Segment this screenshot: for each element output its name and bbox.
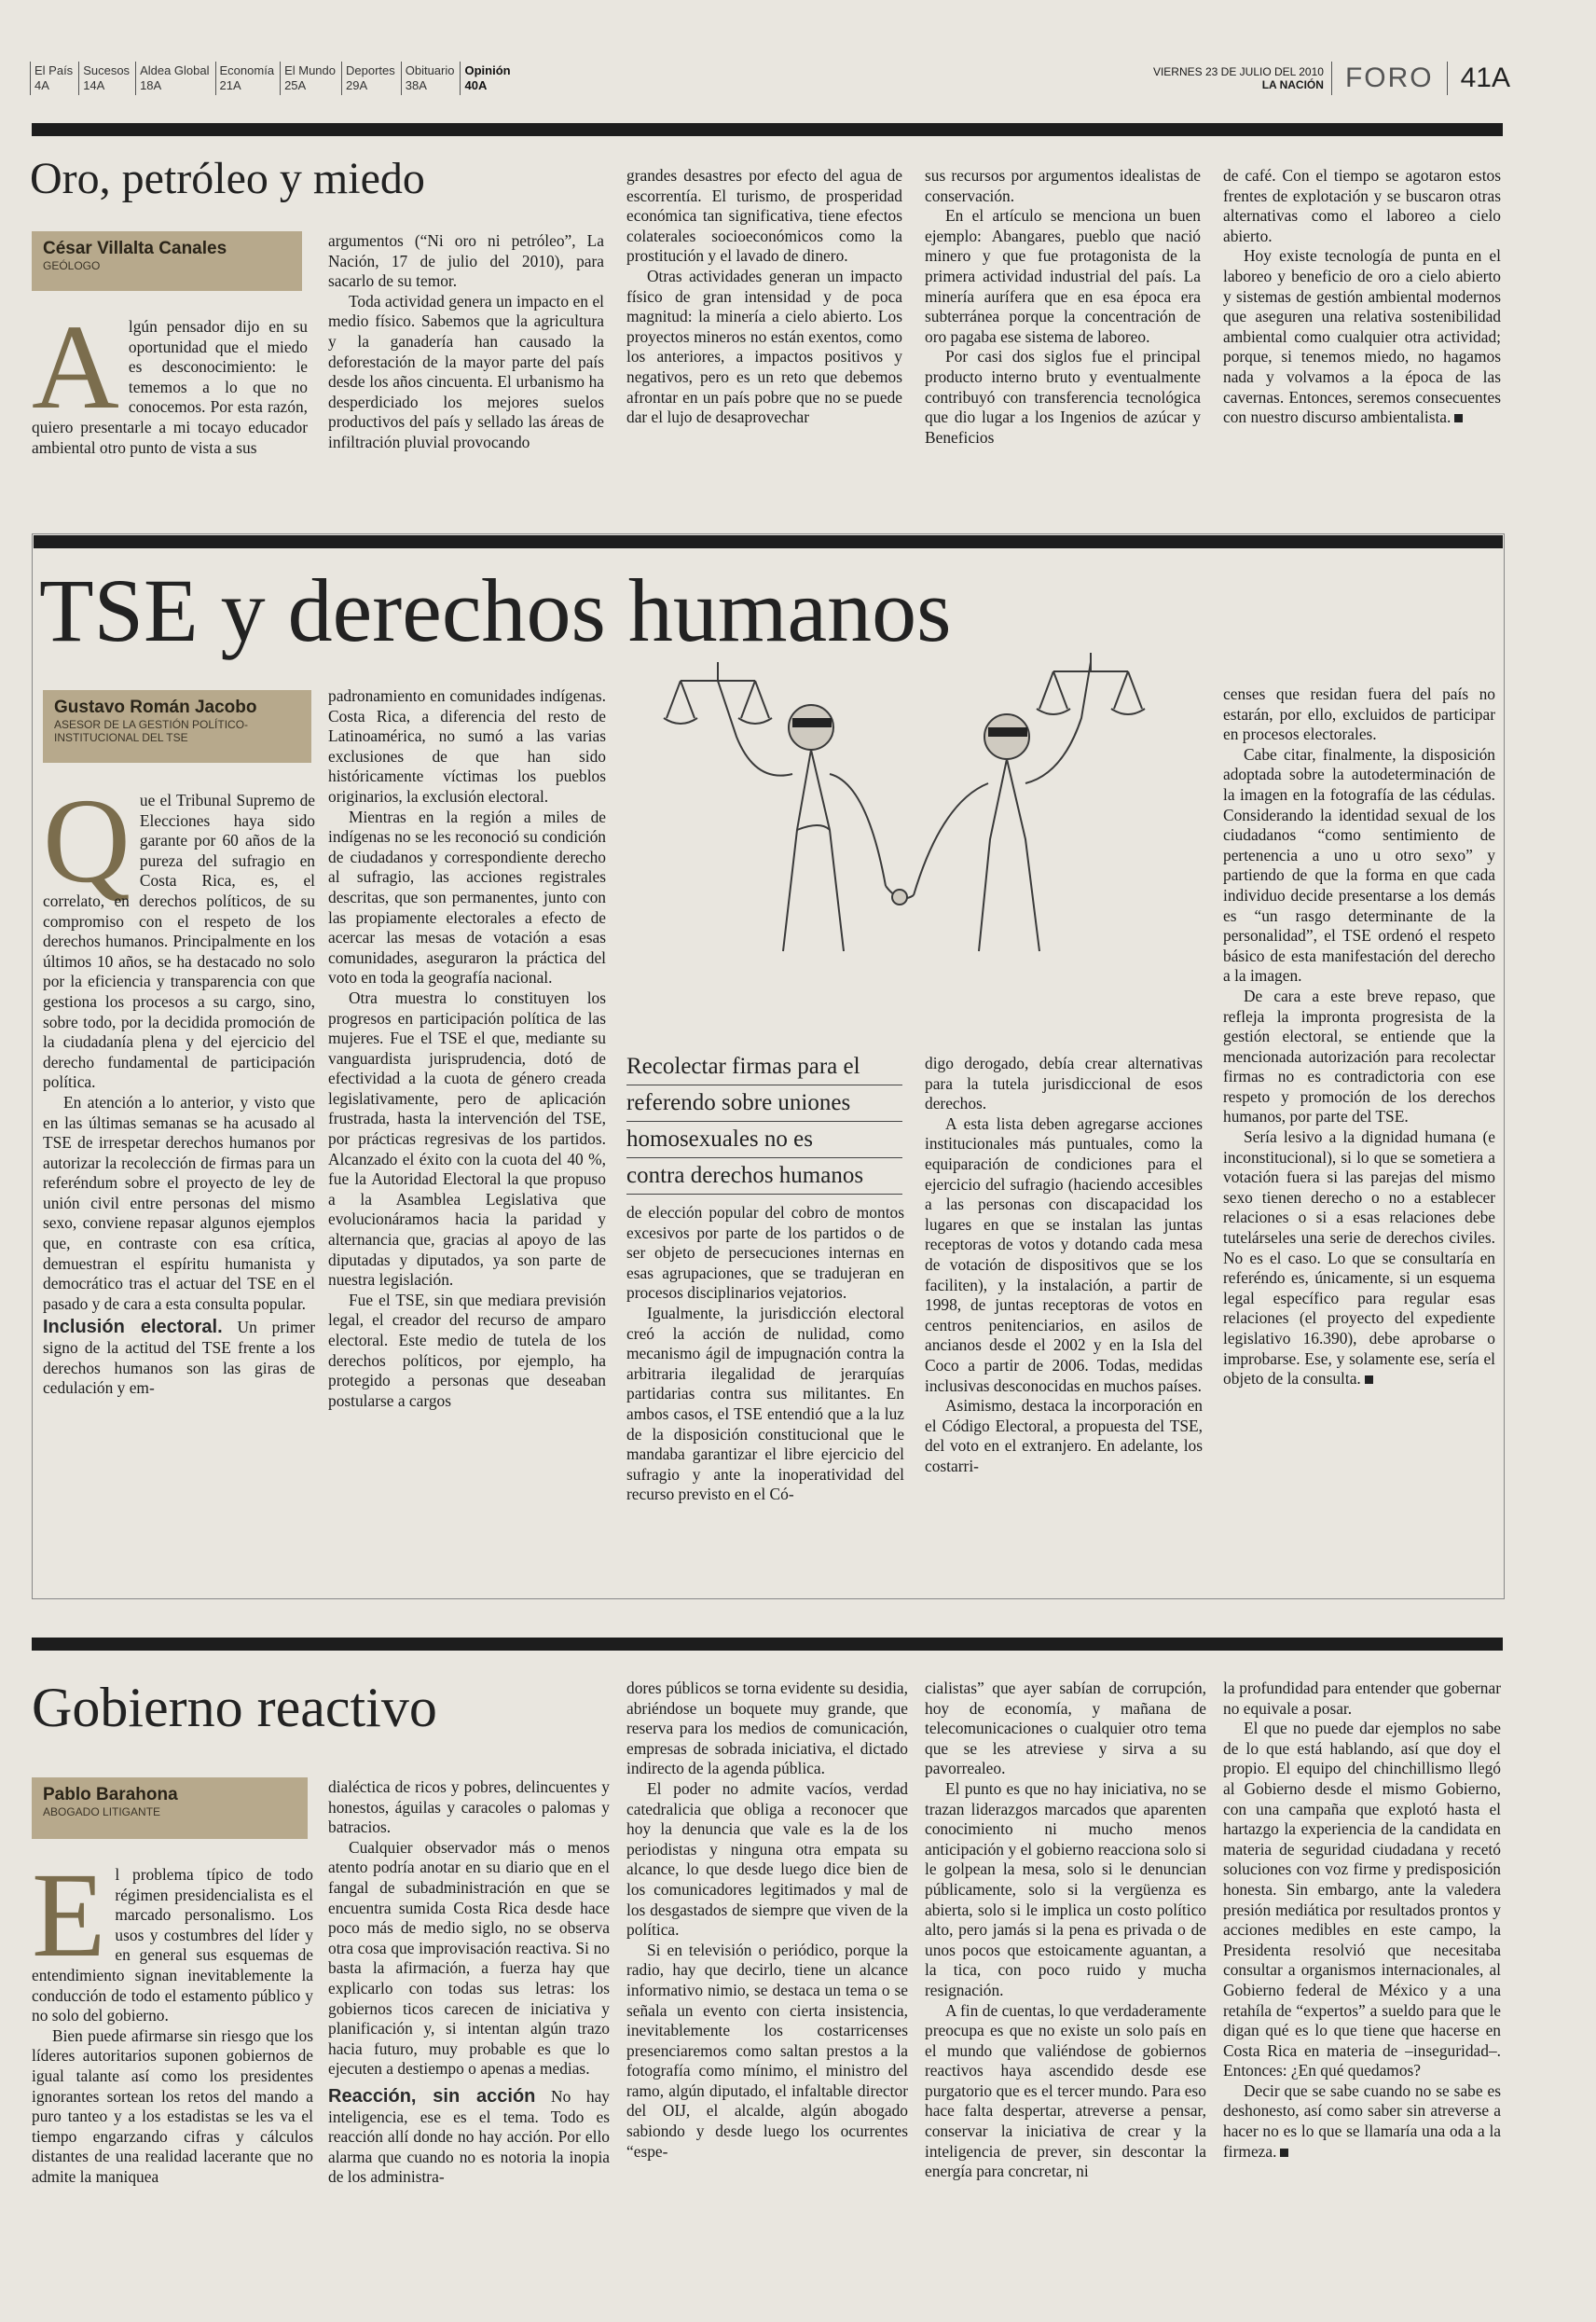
article3-col3c-text: Si en televisión o periódico, porque la radio, hay que decirlo, tiene un alcance informativo nimio, se destaca un tema o se señala un evento con cierta insistencia, inevitablemente los costarricenses presenciaremos como saltan prestos a la fotografía como mínimo, el ministro del ramo, algún diputado, el infaltable director del OIJ, el alcalde, algún abogado sabiondo y desde luego los ocurrentes “espe- <box>626 1940 908 2161</box>
section-page: 4A <box>34 78 49 92</box>
article1-col5-text: de café. Con el tiempo se agotaron estos frentes de explotación y se buscaron otras alternativas como el laboreo a cielo abierto. <box>1223 166 1501 245</box>
article1-role: GEÓLOGO <box>43 259 101 272</box>
article3-role: ABOGADO LITIGANTE <box>43 1805 161 1818</box>
article2-col3-text: de elección popular del cobro de montos excesivos por parte de los partidos o de ser objeto de persecuciones internas en esas agrupaciones, que se tradujeran en procesos disciplinarios vejatorios. <box>626 1203 904 1303</box>
article2-col5b-text: Cabe citar, finalmente, la disposición adoptada sobre la autodeterminación de la imagen en la fotografía de las cédulas. Considerando la identidad sexual de los ciudadanos “como sentimiento de pertenencia a uno u otro sexo” y partiendo de que la forma en que cada individuo decide presentarse a los demás es “un rasgo determinante de la personalidad”, el TSE ordenó el respeto básico de esta manifestación del derecho a la imagen. <box>1223 744 1495 986</box>
article2-col2d-text: Fue el TSE, sin que mediara previsión legal, el creador del recurso de amparo electoral. Este medio de tutela de los derechos políticos, por ejemplo, ha protegido a personas que deseaban postularse a cargos <box>328 1290 606 1410</box>
article1-dropcap: A <box>32 317 119 435</box>
article3-col1-text: l problema típico de todo régimen presidencialista es el marcado personalismo. Los usos y costumbres del líder y en general sus esquemas de entendimiento signan inevitablemente la conducción de todo el estamento público y no solo del gobierno. <box>32 1865 313 2025</box>
article3-col5b-text: El que no puede dar ejemplos no sabe de lo que está hablando, así que doy el propio. El equipo del chinchillismo llegó al Gobierno desde el mismo Gobierno, con una campaña que explotó hasta el hartazgo la experiencia de la candidata en materia de seguridad ciudadana y recetó soluciones con voz firme y predisposición honesta. Sin embargo, ante la valedera presión mediática por resultados prontos y acciones medibles en este campo, la Presidenta resolvió que necesitaba consultar a organismos internacionales, al Gobierno federal de México y a una retahíla de “expertos” a sueldo para que le digan qué es lo que tiene que hacerse en Costa Rica en materia de –inseguridad–. Entonces: ¿En qué quedamos? <box>1223 1719 1501 2080</box>
article2-col1c-text: Un primer signo de la actitud del TSE frente a los derechos humanos son las giras de cedulación y em- <box>43 1318 315 1398</box>
article3-col1b-text: Bien puede afirmarse sin riesgo que los líderes autoritarios suponen gobiernos de igual talante así como los presidentes ignorantes sortean los retos del mando a puro tanteo y a los estadistas se les va el tiempo engarzando cifras y cálculos distantes de una realidad lacerante que no admite la maniquea <box>32 2025 313 2186</box>
article3-col2c-text: No hay inteligencia, ese es el tema. Todo es reacción allí donde no hay acción. Por ello alarma que cuando no es notoria la inopia de los administra- <box>328 2086 610 2187</box>
article3-byline <box>32 1777 308 1839</box>
article3-col2-text: dialéctica de ricos y pobres, delincuentes y honestos, águilas y caracoles o palomas y batracios. <box>328 1777 610 1837</box>
section-link[interactable] <box>401 62 461 95</box>
article2-col4b-text: A esta lista deben agregarse acciones institucionales más puntuales, como la equiparación de condiciones para el ejercicio del sufragio (haciendo accesibles a las personas con discapacidad los lugares en que se instalan las juntas receptoras de votos y dotando cada mesa de votación de dispositivos que se los faciliten), y la instalación, a partir de 1998, de juntas receptoras de votos en centros penitenciarios, en asilos de ancianos desde el 2002 y en la Isla del Coco a partir de 2006. Todas, medidas inclusivas desconocidas en muchos países. <box>925 1113 1203 1395</box>
article1-column-5 <box>1223 166 1501 496</box>
end-mark <box>1280 2149 1288 2157</box>
article3-col4b-text: El punto es que no hay iniciativa, no se trazan liderazgos marcados que aparenten conocimiento ni mucho menos anticipación y el gobierno reacciona solo si le golpean la mesa, solo si le denuncian públicamente, solo si la vergüenza es abierta, solo si le implica un costo político alto, pero jamás si la pena es privada o de unos pocos que estoicamente aguantan, a la tica, con poco ruido y mucha resignación. <box>925 1778 1206 1999</box>
section-name: Economía <box>219 63 275 77</box>
article2-col1b-text: En atención a lo anterior, y visto que en las últimas semanas se ha acusado al TSE de irrespetar derechos humanos por autorizar la recolección de firmas para un referéndum sobre el proyecto de ley de unión civil entre personas del mismo sexo, conviene repasar algunos ejemplos que, en contraste con esa crítica, demuestran el espíritu humanista y democrático tras el actuar del TSE en el pasado y de cara a esta consulta popular. <box>43 1092 315 1313</box>
article1-column-2 <box>328 231 604 496</box>
end-mark <box>1365 1375 1373 1384</box>
article3-col4-text: cialistas” que ayer sabían de corrupción, hoy de economía, y mañana de telecomunicaciones o cualquier otro tema que se les atreviese y sirva a su pavorrealeo. <box>925 1679 1206 1778</box>
article3-col5-text: la profundidad para entender que gobernar no equivale a posar. <box>1223 1679 1501 1718</box>
section-page: 29A <box>345 78 368 92</box>
article1-col3b-text: Otras actividades generan un impacto físico de gran intensidad y de poca magnitud: la minería a cielo abierto. Los proyectos mineros no están exentos, como los anteriores, a impactos positivos y negativos, pero es un reto que debemos afrontar en un país pobre que no se puede dar el lujo de desaprovechar <box>626 266 902 427</box>
header-paper-name: LA NACIÓN <box>1261 78 1324 91</box>
article2-headline: TSE y derechos humanos <box>39 560 952 660</box>
section-page: 14A <box>83 78 105 92</box>
article1-col1-text: lgún pensador dijo en su oportunidad que el miedo es desconocimiento: le tememos a lo que no conocemos. Por esta razón, quiero presentarle a mi tocayo educador ambiental otro punto de vista a sus <box>32 317 308 457</box>
section-name: Opinión <box>464 63 511 77</box>
end-mark <box>1454 414 1463 422</box>
header-right <box>1153 62 1510 95</box>
article3-subhead: Reacción, sin acción <box>328 2085 536 2107</box>
article3-column-5 <box>1223 1679 1501 2303</box>
article3-col5c-text: Decir que se sabe cuando no se sabe es deshonesto, así como saber sin atreverse a hacer no es lo que se llamaría una oda a la firmeza. <box>1223 2080 1501 2161</box>
article1-column-1 <box>32 317 308 494</box>
header-date-block <box>1153 65 1324 91</box>
article3-column-3 <box>626 1679 908 2303</box>
pullquote-line: homosexuales no es <box>626 1122 902 1158</box>
section-link[interactable] <box>215 62 281 95</box>
article1-author: César Villalta Canales <box>43 239 227 258</box>
section-link[interactable] <box>78 62 135 95</box>
article1-col3-text: grandes desastres por efecto del agua de escorrentía. El turismo, de prosperidad económica tan significativa, tiene efectos colaterales socioeconómicos como la prostitución y el lavado de dinero. <box>626 166 902 266</box>
article2-top-rule <box>34 535 1503 548</box>
article3-headline: Gobierno reactivo <box>32 1677 437 1738</box>
article2-col4c-text: Asimismo, destaca la incorporación en el Código Electoral, a propuesta del TSE, del voto en el extranjero. En adelante, los costarri- <box>925 1396 1203 1475</box>
article3-dropcap: E <box>32 1865 106 1983</box>
article1-col2-text: argumentos (“Ni oro ni petróleo”, La Nación, 17 de julio del 2010), para sacarlo de su temor. <box>328 231 604 291</box>
section-link[interactable] <box>341 62 401 95</box>
article2-byline <box>43 690 311 763</box>
header-section-title: FORO <box>1331 62 1447 95</box>
justice-figures-illustration <box>643 643 1165 1035</box>
section-page: 40A <box>464 78 488 92</box>
section-page: 21A <box>219 78 241 92</box>
article1-col4c-text: Por casi dos siglos fue el principal producto interno bruto y eventualmente contribuyó con transferencia tecnológica que dio lugar a los Ingenios de azúcar y Beneficios <box>925 347 1201 447</box>
article2-col5c-text: De cara a este breve repaso, que refleja la impronta progresista de la gestión electoral, se entiende que la mencionada autorización para recolectar firmas no es contradictoria con ese respeto y promoción de los derechos humanos, por parte del TSE. <box>1223 986 1495 1126</box>
article1-column-4 <box>925 166 1201 496</box>
article2-column-5 <box>1223 684 1495 1589</box>
article3-top-rule <box>32 1638 1503 1651</box>
article2-author: Gustavo Román Jacobo <box>54 698 257 717</box>
article2-dropcap: Q <box>43 791 131 908</box>
article2-column-4 <box>925 1054 1203 1589</box>
article3-column-1 <box>32 1865 313 2303</box>
section-page: 25A <box>284 78 307 92</box>
article1-column-3 <box>626 166 902 496</box>
pullquote-line: referendo sobre uniones <box>626 1085 902 1122</box>
section-page: 38A <box>405 78 427 92</box>
article1-headline: Oro, petróleo y miedo <box>30 154 425 203</box>
section-name: Sucesos <box>83 63 131 77</box>
article3-col3-text: dores públicos se torna evidente su desidia, abriéndose un boquete muy grande, que reserva para los medios de comunicación, empresas de sobrada iniciativa, el dictado indirecto de la agenda pública. <box>626 1679 908 1778</box>
article2-column-2 <box>328 686 606 1589</box>
header-page-number: 41A <box>1447 62 1510 95</box>
pullquote-line: contra derechos humanos <box>626 1158 902 1195</box>
header-date: VIERNES 23 DE JULIO DEL 2010 <box>1152 65 1324 78</box>
article3-col3b-text: El poder no admite vacíos, verdad catedralicia que obliga a reconocer que hoy la denuncia que vale es la de los periodistas y ninguna otra empata su alcance, lo que desde luego dice bien de los comunicadores legitimados y mal de los desgastados de siempre que viven de la política. <box>626 1778 908 1940</box>
article3-col4c-text: A fin de cuentas, lo que verdaderamente preocupa es que no existe un solo país en el mundo que valiéndose de gobiernos reactivos haya ascendido desde ese purgatorio que es el tercer mundo. Para eso hace falta despertar, atreverse a pensar, conservar la iniciativa de crear y la inteligencia de prever, sin descontar la energía para concretar, ni <box>925 2000 1206 2181</box>
pullquote-line: Recolectar firmas para el <box>626 1049 902 1085</box>
section-name: Aldea Global <box>140 63 210 77</box>
article1-col5b-text: Hoy existe tecnología de punta en el laboreo y beneficio de oro a cielo abierto y sistemas de gestión ambiental modernos que aseguren una relativa sostenibilidad ambiental como cualquier otra actividad; porque, si tenemos miedo, no hagamos nada y volvamos a la época de las cavernas. Entonces, seremos consecuentes con nuestro discurso ambientalista. <box>1223 246 1501 427</box>
section-name: El País <box>34 63 74 77</box>
article2-col1-text: ue el Tribunal Supremo de Elecciones haya sido garante por 60 años de la pureza del sufragio en Costa Rica, es, el correlato, en derechos políticos, de su compromiso con el respeto de los derechos humanos. Principalmente en los últimos 10 años, se ha destacado no solo por la eficiencia y transparencia con que gestiona los procesos a su cargo, sino, sobre todo, por la decidida promoción de la ciudadanía plena y del ejercicio del derecho fundamental de participación política. <box>43 791 315 1092</box>
top-rule <box>32 123 1503 136</box>
section-link[interactable] <box>30 62 78 95</box>
section-name: El Mundo <box>284 63 336 77</box>
article2-col3b-text: Igualmente, la jurisdicción electoral creó la acción de nulidad, como mecanismo ágil de impugnación contra la arbitraria ilegalidad de jerarquías partidarias contra sus militantes. En ambos casos, el TSE entendió que a la luz de la disposición constitucional que le mandaba garantizar el libre ejercicio del sufragio y ante la inoperatividad del recurso previsto en el Có- <box>626 1303 904 1504</box>
article3-column-2 <box>328 1777 610 2303</box>
article2-pullquote <box>626 1049 902 1195</box>
page-header <box>30 62 1510 101</box>
article2-col2c-text: Otra muestra lo constituyen los progresos en participación política de las mujeres. Fue el TSE el que, mediante su vanguardista jurisprudencia, dotó de efectividad a la cuota de género creada legislativamente, pero de aplicación frustrada, hasta la intervención del TSE, por prácticas regresivas de los partidos. Alcanzado el éxito con la cuota del 40 %, fue la Autoridad Electoral la que propuso a la Asamblea Legislativa que evolucionáramos hacia la paridad y alternancia que, gracias al apoyo de las diputadas y diputados, ya son parte de nuestra legislación. <box>328 988 606 1290</box>
article2-column-1 <box>43 791 315 1589</box>
article2-col4-text: digo derogado, debía crear alternativas para la tutela jurisdiccional de esos derechos. <box>925 1054 1203 1113</box>
article2-col2b-text: Mientras en la región a miles de indígenas no se les reconoció su condición de ciudadanos y correspondiente derecho al sufragio, las acciones registrales descritas, que son permanentes, junto con las propiamente electorales a efecto de acercar las mesas de votación a esas comunidades, aseguraron la práctica del voto en toda la geografía nacional. <box>328 807 606 988</box>
section-link[interactable] <box>280 62 341 95</box>
section-link[interactable] <box>460 62 516 95</box>
article2-column-3 <box>626 1203 904 1589</box>
article2-col5-text: censes que residan fuera del país no estarán, por ello, excluidos de participar en procesos electorales. <box>1223 684 1495 744</box>
section-page: 18A <box>140 78 162 92</box>
article1-col4b-text: En el artículo se menciona un buen ejemplo: Abangares, pueblo que nació minero y que fue protagonista de la primera actividad industrial del país. La minería aurífera que en esa época era subterránea porque la concentración de oro pagaba ese sistema de laboreo. <box>925 206 1201 346</box>
article3-column-4 <box>925 1679 1206 2303</box>
article2-role: ASESOR DE LA GESTIÓN POLÍTICO-INSTITUCIONAL DEL TSE <box>54 718 249 744</box>
section-link[interactable] <box>135 62 214 95</box>
article3-author: Pablo Barahona <box>43 1785 178 1804</box>
article3-col2b-text: Cualquier observador más o menos atento podría anotar en su diario que en el fangal de subadministración en que se encuentra sumida Costa Rica desde hace poco más de medio siglo, no se observa otra cosa que improvisación reactiva. Si no basta la afirmación, a fuerza hay que explicarlo con todas sus letras: los gobiernos ticos carecen de iniciativa y planificación y, si intentan algún trazo hacia futuro, muy probable es que lo ejecuten a destiempo o apenas a medias. <box>328 1837 610 2079</box>
section-name: Obituario <box>405 63 455 77</box>
article2-col5d-text: Sería lesivo a la dignidad humana (e inconstitucional), si lo que se sometiera a votación fuera si las parejas del mismo sexo tienen derecho o no a establecer relaciones o si a esas relaciones debe tutelárseles una serie de derechos civiles. No es el caso. Lo que se consultaría en referéndo es, únicamente, si un esquema legal específico para regular esas relaciones (el proyecto del expediente legislativo 16.390), debe aprobarse o improbarse. Ese, y solamente ese, sería el objeto de la consulta. <box>1223 1127 1495 1389</box>
section-name: Deportes <box>345 63 395 77</box>
article1-col2b-text: Toda actividad genera un impacto en el medio físico. Sabemos que la agricultura y la ganadería han causado la deforestación de la mayor parte del país desde los años cincuenta. El urbanismo ha desperdiciado los mejores suelos productivos del país y sellado las áreas de infiltración pluvial provocando <box>328 291 604 451</box>
article1-col4-text: sus recursos por argumentos idealistas de conservación. <box>925 166 1201 205</box>
article1-byline <box>32 231 302 291</box>
article2-col2-text: padronamiento en comunidades indígenas. Costa Rica, a diferencia del resto de Latinoamérica, no sumó a las varias exclusiones de que han sido históricamente víctimas los pueblos originarios, la exclusión electoral. <box>328 686 606 806</box>
article2-subhead: Inclusión electoral. <box>43 1317 223 1338</box>
